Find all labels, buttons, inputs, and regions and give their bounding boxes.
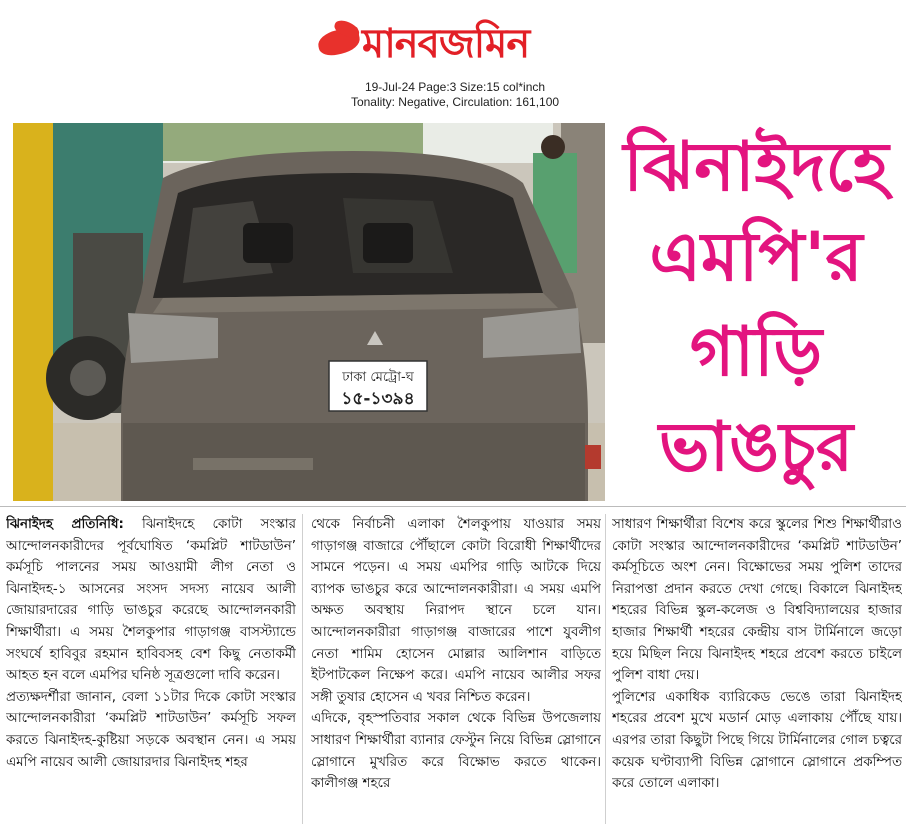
headline-line: ভাঙচুর [658, 408, 854, 487]
article-paragraph: এদিকে, বৃহস্পতিবার সকাল থেকে বিভিন্ন উপজেলায় সাধারণ শিক্ষার্থীরা ব্যানার ফেস্টুন নিয়ে বিভিন্ন স্লোগানে স্লোগানে মুখরিত করে বিক্ষোভ করতে থাকেন। কালীগঞ্জ শহরে [311, 711, 601, 792]
article-paragraph: প্রত্যক্ষদর্শীরা জানান, বেলা ১১টার দিকে কোটা সংস্কার আন্দোলনকারীরা ‘কমপ্লিট শাটডাউন’ কর্মসূচি সফল করতে ঝিনাইদহ-কুষ্টিয়া সড়কে অবস্থান নেন। এ সময় এমপি নায়েব আলী জোয়ারদার ঝিনাইদহ শহর [6, 689, 296, 770]
article-paragraph: পুলিশের একাধিক ব্যারিকেড ভেঙে তারা ঝিনাইদহ শহরের প্রবেশ মুখে মডার্ন মোড় এলাকায় পৌঁছে যায়। এরপর তারা কিছুটা পিছে গিয়ে টার্মিনালের গোল চত্বরে কয়েক ঘণ্টাব্যাপী বিভিন্ন স্লোগানে স্লোগানে প্রকম্পিত করে তোলে এলাকা। [612, 689, 902, 792]
article-column-1 [6, 514, 296, 828]
headline-line: ঝিনাইদহে [623, 128, 889, 207]
section-divider [0, 506, 906, 507]
article-paragraph [6, 514, 296, 687]
column-divider [302, 514, 303, 824]
headline [612, 118, 900, 500]
headline-line: এমপি'র [649, 218, 863, 297]
column-divider [605, 514, 606, 824]
plate-line1: ঢাকা মেট্রো-ঘ [342, 370, 414, 385]
dateline: ঝিনাইদহ প্রতিনিধি: [6, 517, 124, 532]
article-text: ঝিনাইদহে কোটা সংস্কার আন্দোলনকারীদের পূর্বঘোষিত ‘কমপ্লিট শাটডাউন’ কর্মসূচি পালনের সময় আওয়ামী লীগ নেতা ও ঝিনাইদহ-১ আসনের সংসদ সদস্য নায়েব আলী জোয়ারদারের গাড়ি ভাঙচুর করেছে আন্দোলনকারী শিক্ষার্থীরা। এ সময় শৈলকুপার গাড়াগঞ্জ বাসস্ট্যান্ডে সংঘর্ষে হাবিবুর রহমান হাবিবসহ বেশ কিছু নেতাকর্মী আহত হন বলে এমপির ঘনিষ্ঠ সূত্রগুলো দাবি করেন। [6, 517, 296, 684]
headline-line: গাড়ি [689, 313, 823, 392]
newspaper-name: মানবজমিন [362, 20, 530, 67]
article-paragraph: সাধারণ শিক্ষার্থীরা বিশেষ করে স্কুলের শিশু শিক্ষার্থীরাও কোটা সংস্কার আন্দোলনকারীদের ‘কমপ্লিট শাটডাউন’ কর্মসূচিতে অংশ নেন। বিক্ষোভের সময় পুলিশ তাদের নিরাপত্তা প্রদান করতে দেখা গেছে। বিকালে ঝিনাইদহ শহরের বিভিন্ন স্কুল-কলেজ ও বিশ্ববিদ্যালয়ের হাজার হাজার শিক্ষার্থী শহরের কেন্দ্রীয় বাস টার্মিনালে জড়ো হয়ে মিছিল নিয়ে ঝিনাইদহ শহরে প্রবেশ করতে চাইলে পুলিশ বাধা দেয়। [612, 517, 902, 684]
clipping-meta [330, 80, 580, 110]
clipping-meta-line2: Tonality: Negative, Circulation: 161,100 [350, 95, 560, 109]
article-column-3 [612, 514, 902, 828]
newspaper-logo [300, 8, 620, 70]
news-photo [13, 123, 605, 501]
damaged-car-illustration [13, 123, 605, 501]
article-column-2 [311, 514, 601, 828]
clipping-meta-line1: 19-Jul-24 Page:3 Size:15 col*inch [364, 80, 546, 94]
plate-line2: ১৫-১৩৯৪ [341, 389, 415, 409]
article-paragraph: থেকে নির্বাচনী এলাকা শৈলকুপায় যাওয়ার সময় গাড়াগঞ্জ বাজারে পৌঁছালে কোটা বিরোধী শিক্ষার্থীদের সামনে পড়েন। এ সময় এমপির গাড়ি আটকে দিয়ে ব্যাপক ভাঙচুর করে আন্দোলনকারীরা। এ সময় এমপি অক্ষত অবস্থায় নিরাপদ স্থানে চলে যান। আন্দোলনকারীরা গাড়াগঞ্জ বাজারের পাশে যুবলীগ নেতা শামিম হোসেন মোল্লার আলিশান বাড়িতে ইটপাটকেল নিক্ষেপ করে। এমপি নায়েব আলীর সফর সঙ্গী তুষার হোসেন এ খবর নিশ্চিত করেন। [311, 517, 601, 705]
